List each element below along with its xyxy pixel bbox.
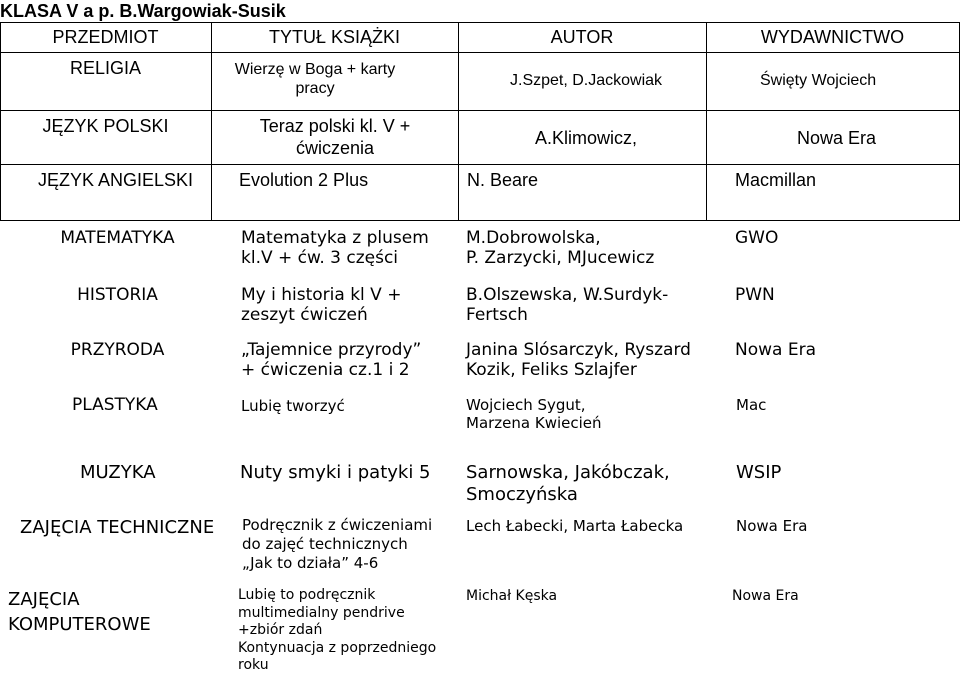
header-publisher: WYDAWNICTWO (760, 27, 905, 47)
table-rule (0, 220, 960, 221)
publisher-cell: Macmillan (735, 170, 817, 190)
book-cell (238, 587, 436, 675)
subject-cell: MATEMATYKA (60, 228, 175, 248)
header-subject: PRZEDMIOT (52, 27, 159, 47)
subject-cell: JĘZYK POLSKI (42, 116, 169, 136)
author-line: P. Zarzycki, MJucewicz (466, 248, 655, 269)
author-line: Sarnowska, Jakóbczak, (466, 462, 670, 483)
book-cell (241, 228, 429, 269)
header-book-title: TYTUŁ KSIĄŻKI (268, 27, 401, 47)
author-cell (466, 285, 668, 326)
author-cell: A.Klimowicz, (535, 128, 638, 148)
table-rule (0, 52, 960, 53)
booklist-table (0, 22, 960, 698)
subject-cell: PLASTYKA (72, 395, 158, 415)
book-line: Matematyka z plusem (241, 228, 429, 248)
author-cell (466, 396, 602, 432)
book-line: Lubię to podręcznik (238, 587, 376, 603)
book-cell: Evolution 2 Plus (239, 170, 369, 190)
author-cell: N. Beare (467, 170, 539, 190)
publisher-cell: WSIP (736, 462, 782, 483)
author-line: Marzena Kwiecień (466, 414, 602, 432)
table-rule (211, 22, 212, 221)
book-line: do zajęć technicznych (242, 534, 408, 553)
book-line: + ćwiczenia cz.1 i 2 (241, 360, 410, 381)
author-line: Smoczyńska (466, 483, 578, 505)
subject-cell: HISTORIA (77, 285, 158, 305)
subject-cell (8, 587, 151, 637)
publisher-cell: PWN (735, 285, 775, 305)
book-line: multimedialny pendrive (238, 604, 405, 621)
table-rule (458, 22, 459, 221)
author-line: Fertsch (466, 305, 528, 326)
author-line: M.Dobrowolska, (466, 228, 601, 248)
publisher-cell: Nowa Era (735, 340, 816, 360)
book-line: kl.V + ćw. 3 części (241, 248, 399, 269)
book-cell (241, 285, 401, 326)
author-line: Kozik, Feliks Szlajfer (466, 360, 637, 381)
table-rule (0, 110, 960, 111)
subject-cell: ZAJĘCIA TECHNICZNE (20, 517, 215, 538)
author-cell (466, 228, 654, 269)
author-cell: Lech Łabecki, Marta Łabecka (466, 517, 684, 535)
publisher-cell: Nowa Era (732, 588, 799, 604)
subject-cell: MUZYKA (80, 462, 156, 483)
author-cell: J.Szpet, D.Jackowiak (510, 72, 663, 89)
table-rule (0, 22, 960, 23)
book-cell: Wierzę w Boga + karty pracy (234, 61, 396, 98)
author-line: B.Olszewska, W.Surdyk- (466, 285, 669, 305)
book-line: roku (238, 657, 269, 673)
subject-line: KOMPUTEROWE (8, 614, 151, 636)
publisher-cell: Święty Wojciech (760, 72, 877, 89)
subject-cell: JĘZYK ANGIELSKI (38, 170, 194, 190)
author-cell: Michał Kęska (466, 588, 558, 604)
book-line: zeszyt ćwiczeń (241, 305, 368, 326)
book-line: Kontynuacja z poprzedniego (238, 639, 437, 656)
document-title: KLASA V a p. B.Wargowiak-Susik (0, 1, 286, 21)
publisher-cell: Nowa Era (797, 128, 877, 148)
book-line: My i historia kl V + (241, 285, 402, 305)
publisher-cell: Mac (736, 396, 767, 414)
subject-cell: RELIGIA (69, 58, 142, 78)
book-line: „Jak to działa” 4-6 (242, 553, 379, 572)
author-line: Janina Slósarczyk, Ryszard (466, 340, 691, 360)
table-rule (706, 22, 707, 221)
publisher-cell: GWO (735, 228, 779, 248)
subject-cell: PRZYRODA (70, 340, 165, 360)
book-line: +zbiór zdań (238, 622, 323, 638)
book-line: Podręcznik z ćwiczeniami (242, 516, 433, 534)
book-line: „Tajemnice przyrody” (241, 340, 422, 360)
table-rule (0, 164, 960, 165)
author-cell (466, 462, 670, 505)
publisher-cell: Nowa Era (736, 517, 808, 535)
book-cell: Nuty smyki i patyki 5 (240, 462, 431, 483)
header-author: AUTOR (550, 27, 614, 47)
book-cell (241, 340, 421, 381)
book-cell: Teraz polski kl. V + ćwiczenia (259, 116, 411, 158)
subject-line: ZAJĘCIA (8, 589, 80, 610)
book-cell (242, 516, 432, 572)
author-cell (466, 340, 691, 381)
author-line: Wojciech Sygut, (466, 396, 586, 414)
book-cell: Lubię tworzyć (241, 397, 345, 415)
